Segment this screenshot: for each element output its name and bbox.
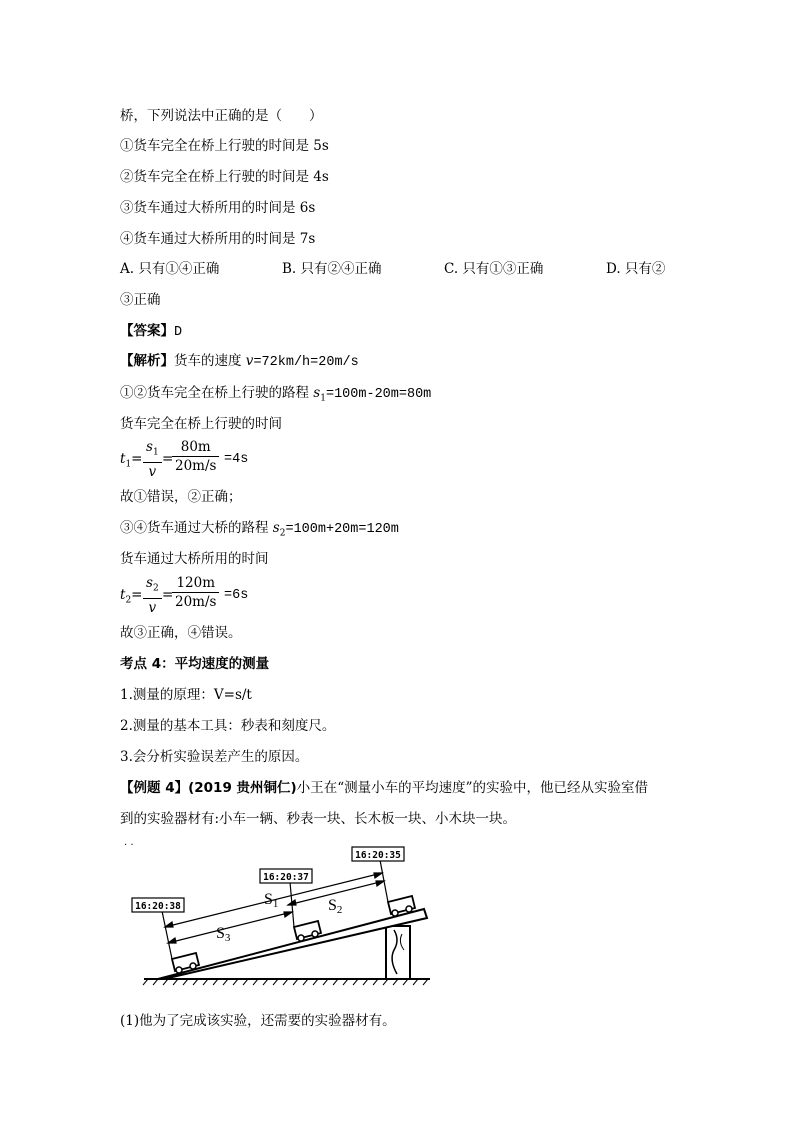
question-1: (1)他为了完成该实验，还需要的实验器材有。: [120, 1013, 396, 1029]
distance1-subscript: 1: [320, 393, 326, 404]
statement-2: ②货车完全在桥上行驶的时间是 4s: [120, 169, 329, 185]
answer-value: D: [174, 325, 183, 340]
result-6s: =6s: [224, 588, 249, 603]
option-d-continued: ③正确: [120, 292, 161, 308]
distance1-line: [120, 384, 431, 408]
option-a: A. 只有①④正确: [120, 261, 220, 277]
fraction2-equals: =: [162, 587, 174, 603]
timer-middle: [260, 869, 312, 883]
svg-text:16:20:35: 16:20:35: [355, 850, 401, 861]
label-s3: S3: [216, 925, 231, 944]
option-c: C. 只有①③正确: [444, 261, 544, 277]
t1-subscript: 1: [125, 459, 132, 470]
speed-text: 货车的速度: [174, 353, 246, 369]
svg-text:16:20:38: 16:20:38: [135, 901, 181, 912]
knowledge-point-1: 1.测量的原理：V=s/t: [120, 687, 252, 703]
distance1-symbol: s: [313, 385, 321, 401]
analysis-speed-line: [120, 352, 359, 372]
result-4s: =4s: [224, 452, 249, 467]
fraction-s1-over-v: $\frac{s_1}{v}$: [143, 438, 162, 481]
answer-line: [120, 322, 182, 342]
distance2-subscript: 2: [279, 528, 286, 539]
fraction-s2-over-v: $\frac{s_2}{v}$: [143, 574, 162, 617]
example-line-1: [120, 779, 648, 797]
timer-right: [352, 847, 404, 861]
distance1-text: ①②货车完全在桥上行驶的路程: [120, 385, 314, 401]
time1-heading: 货车完全在桥上行驶的时间: [120, 416, 282, 432]
formula-t1: [120, 438, 340, 480]
distance2-symbol: s: [272, 520, 280, 536]
conclusion-2: 故③正确，④错误。: [120, 625, 242, 641]
answer-label: 【答案】: [120, 323, 174, 339]
option-b: B. 只有②④正确: [282, 261, 382, 277]
speed-value: =72km/h=20m/s: [253, 355, 359, 370]
option-d: D. 只有②: [606, 261, 666, 277]
distance2-value: =100m+20m=120m: [285, 522, 399, 537]
incline-experiment-diagram: [118, 838, 438, 988]
wooden-block: [386, 926, 410, 979]
t2-equals: =: [131, 587, 143, 603]
fraction-120m-over-20ms: $\frac{120m}{20m/s}$: [172, 574, 219, 611]
label-s1: S1: [264, 891, 279, 910]
distance2-text: ③④货车通过大桥的路程: [120, 520, 273, 536]
svg-text:16:20:37: 16:20:37: [263, 872, 309, 883]
fraction-80m-over-20ms: $\frac{80m}{20m/s}$: [172, 438, 219, 475]
diagram-dots: · ·: [124, 840, 134, 851]
knowledge-point-2: 2.测量的基本工具：秒表和刻度尺。: [120, 718, 336, 734]
t1-equals: =: [131, 451, 143, 467]
question-tail: 桥，下列说法中正确的是（ ）: [120, 108, 323, 124]
t2-symbol: t: [120, 587, 126, 603]
knowledge-point-3: 3.会分析实验误差产生的原因。: [120, 749, 309, 765]
knowledge-point-title: 考点 4：平均速度的测量: [120, 656, 270, 672]
example-line-2: 到的实验器材有:小车一辆、秒表一块、长木板一块、小木块一块。: [120, 811, 517, 827]
conclusion-1: 故①错误，②正确；: [120, 489, 242, 505]
statement-3: ③货车通过大桥所用的时间是 6s: [120, 200, 316, 216]
time2-heading: 货车通过大桥所用的时间: [120, 551, 269, 567]
label-s2: S2: [328, 897, 343, 916]
example-text-1: 小王在“测量小车的平均速度”的实验中，他已经从实验室借: [296, 780, 649, 796]
t2-subscript: 2: [125, 595, 132, 606]
statement-1: ①货车完全在桥上行驶的时间是 5s: [120, 138, 329, 154]
statement-4: ④货车通过大桥所用的时间是 7s: [120, 231, 316, 247]
distance2-line: [120, 519, 399, 543]
formula-t2: [120, 574, 340, 616]
fraction-equals: =: [162, 451, 174, 467]
timer-left: [132, 898, 184, 912]
distance1-value: =100m-20m=80m: [325, 387, 432, 402]
example-label: 【例题 4】(2019 贵州铜仁): [120, 780, 297, 796]
speed-symbol: v: [245, 353, 254, 369]
t1-symbol: t: [120, 451, 126, 467]
analysis-label: 【解析】: [120, 353, 174, 369]
